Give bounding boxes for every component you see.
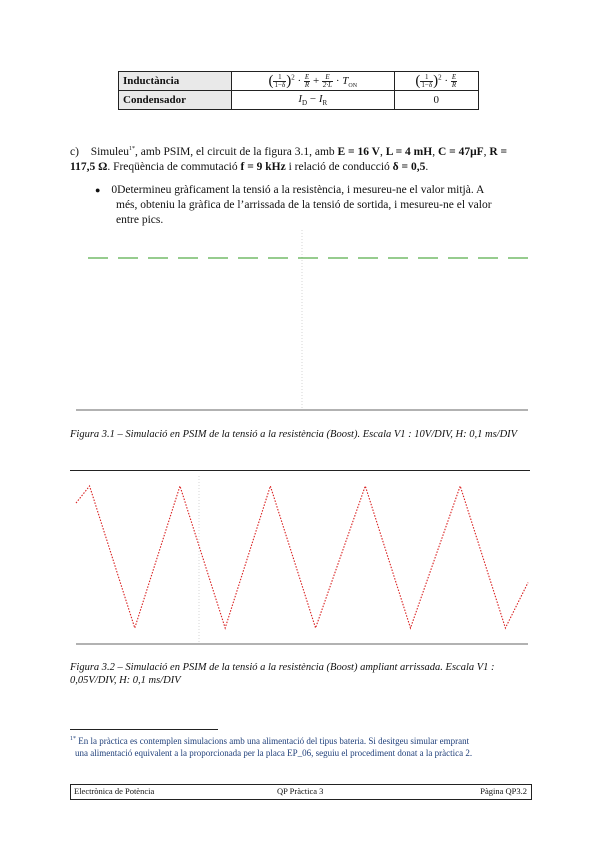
page-footer [70,784,532,800]
bullet-symbol: ● [95,185,101,195]
formula-table [118,71,479,110]
figure-3-1-chart [70,228,532,420]
paragraph-c: c) Simuleu$^{1*}$, amb PSIM, el circuit de la figura 3.1, amb E = 16 V, L = 4 mH, C = 47μF, R = 117,5 Ω. Freqüència de commutació f = 9 kHz i relació de conducció δ = 0,5. [70,145,508,173]
fig2-series-line [76,486,528,628]
footnote: $^{1*}$ En la pràctica es contemplen simulacions amb una alimentació del tipus bateria. Si desitgeu simular emprant una alimentació equivalent a la proporcionada per la placa EP_06, seguiu el procediment donat a la pràctica 2. [70,736,473,758]
bullet-line-2: més, obteniu la gràfica de l’arrissada de la tensió de sortida, i mesureu-ne el valor [116,199,492,211]
figure-3-2-topline [70,470,530,471]
capacitor-value: 0 [394,91,478,110]
footer-left: Electrònica de Potència [74,786,155,796]
footer-right: Pàgina QP3.2 [480,786,527,796]
table-row [119,91,479,110]
inductance-formula-1: ( $\frac{1}{1-\delta}$ )$^2$ · $\frac{E}{R}$ + $\frac{E}{2\cdot L}$ · $T_{ON}$ [232,72,395,91]
figure-3-2-caption: Figura 3.2 – Simulació en PSIM de la tensió a la resistència (Boost) ampliant arrissada. Escala V1 : 0,05V/DIV, H: 0,1 ms/DIV [70,662,495,686]
bullet-item [95,183,535,228]
footnote-separator [70,729,218,730]
inductance-formula-2: ( $\frac{1}{1-\delta}$ )$^2$ · $\frac{E}{R}$ [394,72,478,91]
footer-center: QP Pràctica 3 [277,786,324,796]
bullet-line-1: 0Determineu gràficament la tensió a la resistència, i mesureu-ne el valor mitjà. A [111,184,485,196]
figure-3-2-chart [70,474,532,658]
capacitor-formula: $I_D - I_R$ [232,91,395,110]
bullet-line-3: entre pics. [116,214,164,226]
table-label-inductance: Inductància [119,72,232,91]
table-row [119,72,479,91]
table-label-capacitor: Condensador [119,91,232,110]
figure-3-1-caption: Figura 3.1 – Simulació en PSIM de la tensió a la resistència (Boost). Escala V1 : 10V/DIV, H: 0,1 ms/DIV [70,429,518,440]
